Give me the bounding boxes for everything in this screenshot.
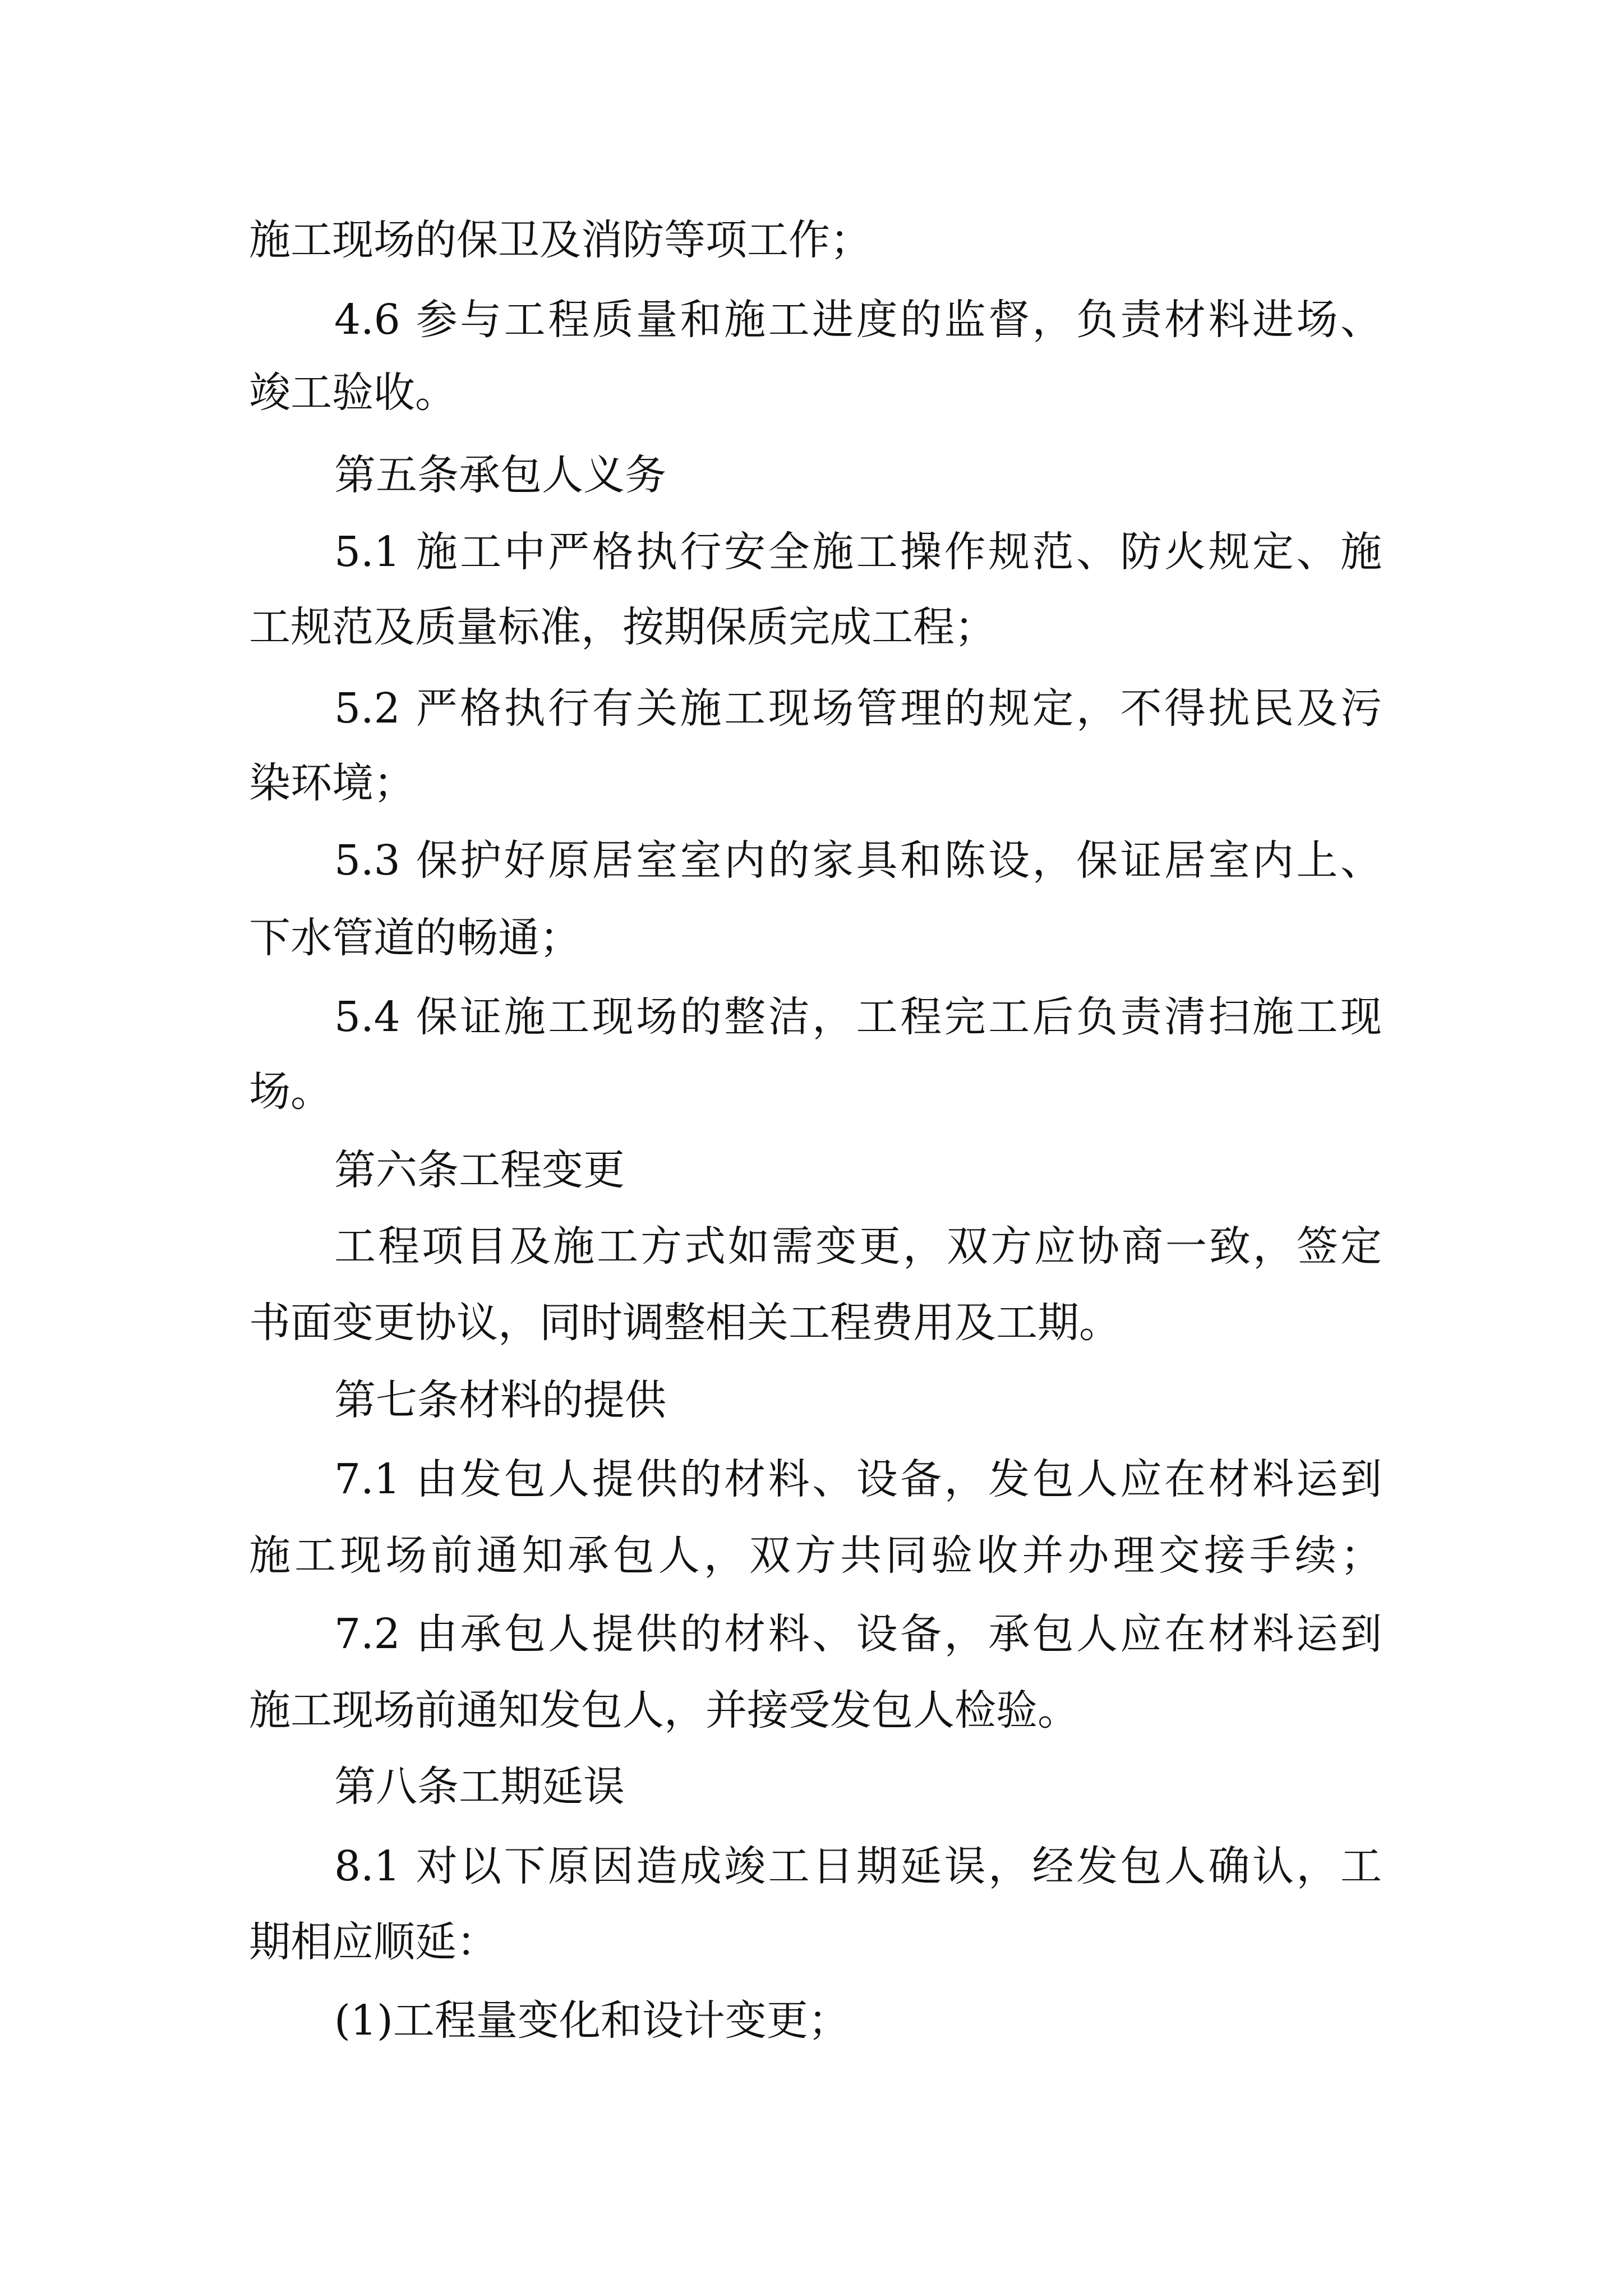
text-line: 8.1 对以下原因造成竣工日期延误，经发包人确认，工	[334, 1842, 1382, 1890]
text-line: 5.2 严格执行有关施工现场管理的规定，不得扰民及污	[334, 684, 1382, 733]
text-line: 施工现场的保卫及消防等项工作；	[249, 216, 872, 264]
section-heading: 第八条工期延误	[334, 1763, 625, 1811]
text-line: 5.3 保护好原居室室内的家具和陈设，保证居室内上、	[334, 836, 1382, 885]
text-line: 5.1 施工中严格执行安全施工操作规范、防火规定、施	[334, 528, 1382, 576]
text-line: 场。	[249, 1068, 332, 1116]
text-line: 施工现场前通知承包人，双方共同验收并办理交接手续；	[249, 1531, 1382, 1580]
text-line: 7.2 由承包人提供的材料、设备，承包人应在材料运到	[334, 1610, 1382, 1658]
text-line: 4.6 参与工程质量和施工进度的监督，负责材料进场、	[334, 296, 1382, 344]
section-heading: 第六条工程变更	[334, 1146, 625, 1194]
text-line: 工规范及质量标准，按期保质完成工程；	[249, 603, 996, 651]
text-line: 7.1 由发包人提供的材料、设备，发包人应在材料运到	[334, 1455, 1382, 1503]
section-heading: 第五条承包人义务	[334, 451, 666, 499]
text-line: 期相应顺延：	[249, 1918, 498, 1966]
section-heading: 第七条材料的提供	[334, 1376, 666, 1424]
text-line: 染环境；	[249, 759, 415, 807]
text-line: 下水管道的畅通；	[249, 914, 581, 962]
text-line: 工程项目及施工方式如需变更，双方应协商一致，签定	[334, 1222, 1382, 1271]
text-line: 施工现场前通知发包人，并接受发包人检验。	[249, 1686, 1079, 1734]
text-line: 竣工验收。	[249, 369, 457, 417]
text-line: 5.4 保证施工现场的整洁，工程完工后负责清扫施工现	[334, 993, 1382, 1041]
text-line: (1)工程量变化和设计变更；	[334, 1996, 850, 2045]
text-line: 书面变更协议，同时调整相关工程费用及工期。	[249, 1299, 1121, 1347]
